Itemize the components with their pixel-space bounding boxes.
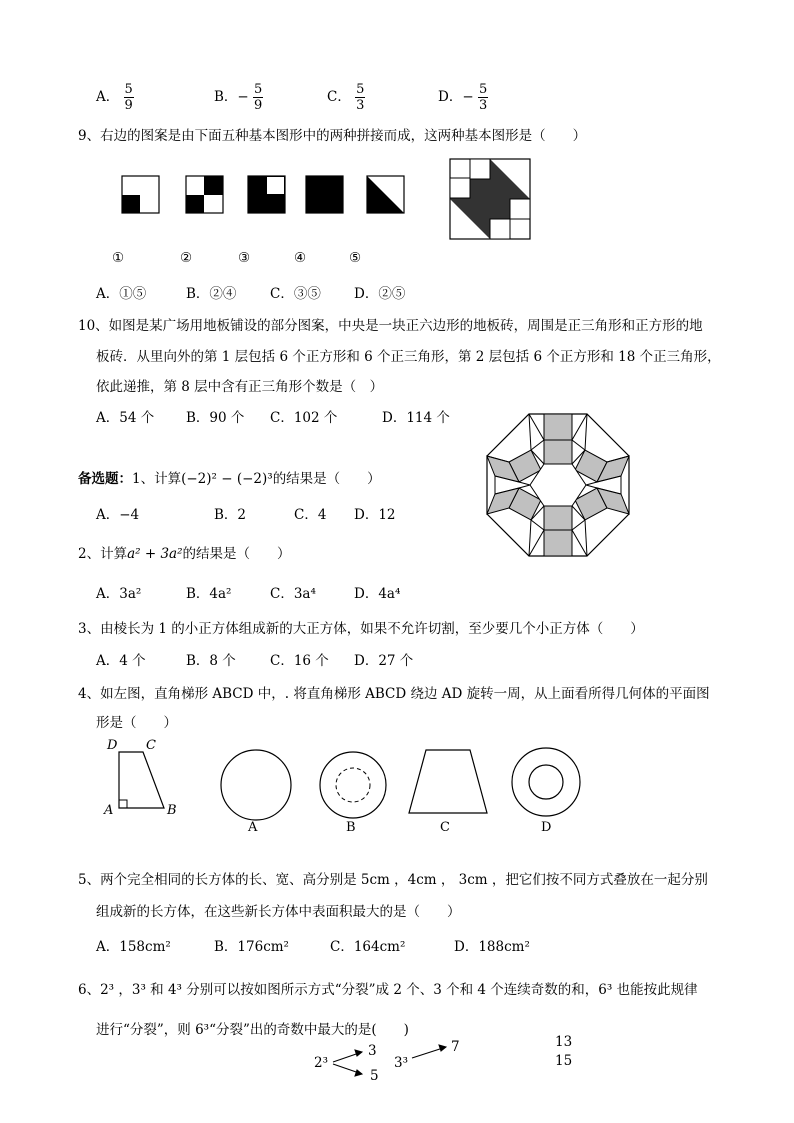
q6-odd-7: 7	[451, 1039, 460, 1055]
q6-odd-15: 15	[555, 1053, 573, 1069]
q4-label-c: C	[440, 820, 450, 835]
spare-q6-line2: 进行“分裂”，则 6³“分裂”出的奇数中最大的是( )	[96, 1022, 409, 1038]
trap-label-c: C	[146, 738, 156, 753]
trap-label-b: B	[167, 803, 177, 818]
shape-label-4: ④	[294, 250, 307, 266]
spare-q5-option-a: A．158cm²	[96, 939, 171, 955]
q6-odd-3: 3	[368, 1043, 377, 1059]
q10-option-c: C．102 个	[270, 410, 338, 426]
q6-base-2: 2³	[314, 1055, 329, 1071]
spare-q5-option-d: D．188cm²	[454, 939, 530, 955]
spare-q1: 备选题：1、计算(−2)² − (−2)³的结果是（ ）	[78, 471, 381, 487]
q10-option-a: A．54 个	[96, 410, 155, 426]
spare-q3-option-b: B．8 个	[186, 653, 236, 669]
spare-q6-line1: 6、2³ ，3³ 和 4³ 分别可以按如图所示方式“分裂”成 2 个、3 个和 4 个连续奇数的和，6³ 也能按此规律	[78, 982, 698, 998]
spare-q1-option-a: A．−4	[96, 507, 140, 523]
q4-label-a: A	[248, 820, 258, 835]
spare-q5-line1: 5、两个完全相同的长方体的长、宽、高分别是 5cm ，4cm ， 3cm ，把它们按不同方式叠放在一起分别	[78, 872, 708, 888]
trap-label-d: D	[107, 738, 118, 753]
shape-label-3: ③	[238, 250, 251, 266]
shape-label-5: ⑤	[349, 250, 362, 266]
spare-q5-option-b: B．176cm²	[214, 939, 289, 955]
q4-label-b: B	[346, 820, 356, 835]
spare-q2-option-a: A．3a²	[96, 586, 142, 602]
q8-option-c: C． $\frac{5}{3}$	[327, 82, 365, 113]
spare-q2-option-c: C．3a⁴	[270, 586, 316, 602]
spare-q3: 3、由棱长为 1 的小正方体组成新的大正方体，如果不允许切割，至少要几个小正方体（ ）	[78, 621, 644, 637]
spare-q5-line2: 组成新的长方体，在这些新长方体中表面积最大的是（ ）	[96, 904, 461, 920]
spare-q1-option-c: C．4	[294, 507, 327, 523]
q10-line1: 10、如图是某广场用地板铺设的部分图案，中央是一块正六边形的地板砖，周围是正三角形和正方形的地	[78, 318, 703, 334]
shape-label-1: ①	[112, 250, 125, 266]
spare-q3-option-d: D．27 个	[354, 653, 414, 669]
q6-base-3: 3³	[394, 1055, 409, 1071]
q9-option-c: C．③⑤	[270, 286, 321, 302]
q6-odd-5: 5	[370, 1068, 379, 1084]
spare-q2-option-b: B．4a²	[186, 586, 232, 602]
q4-label-d: D	[541, 820, 552, 835]
spare-heading: 备选题：	[78, 471, 132, 487]
spare-q5-option-c: C．164cm²	[330, 939, 406, 955]
spare-q1-option-d: D．12	[354, 507, 396, 523]
q8-option-b: B．− $\frac{5}{9}$	[214, 82, 263, 113]
spare-q2: 2、计算a² + 3a²的结果是（ ）	[78, 546, 291, 562]
q10-option-d: D．114 个	[382, 410, 450, 426]
q8-option-d: D．− $\frac{5}{3}$	[438, 82, 488, 113]
q9-stem: 9、右边的图案是由下面五种基本图形中的两种拼接而成，这两种基本图形是（ ）	[78, 128, 587, 144]
q10-line2: 板砖．从里向外的第 1 层包括 6 个正方形和 6 个正三角形，第 2 层包括 6 个正方形和 18 个正三角形，	[96, 349, 721, 365]
q9-option-d: D．②⑤	[354, 286, 406, 302]
spare-q2-option-d: D．4a⁴	[354, 586, 401, 602]
spare-q4-line2: 形是（ ）	[96, 715, 177, 731]
q9-option-a: A．①⑤	[96, 286, 147, 302]
q9-option-b: B．②④	[186, 286, 237, 302]
spare-q3-option-c: C．16 个	[270, 653, 329, 669]
spare-q4-line1: 4、如左图，直角梯形 ABCD 中，. 将直角梯形 ABCD 绕边 AD 旋转一周，从上面看所得几何体的平面图	[78, 686, 710, 702]
q10-option-b: B．90 个	[186, 410, 245, 426]
shape-label-2: ②	[180, 250, 193, 266]
q10-line3: 依此递推，第 8 层中含有正三角形个数是（ ）	[96, 379, 384, 395]
spare-q1-option-b: B．2	[214, 507, 247, 523]
q8-option-a: A． $\frac{5}{9}$	[96, 82, 133, 113]
spare-q3-option-a: A．4 个	[96, 653, 146, 669]
trap-label-a: A	[104, 803, 114, 818]
q6-odd-13: 13	[555, 1034, 573, 1050]
